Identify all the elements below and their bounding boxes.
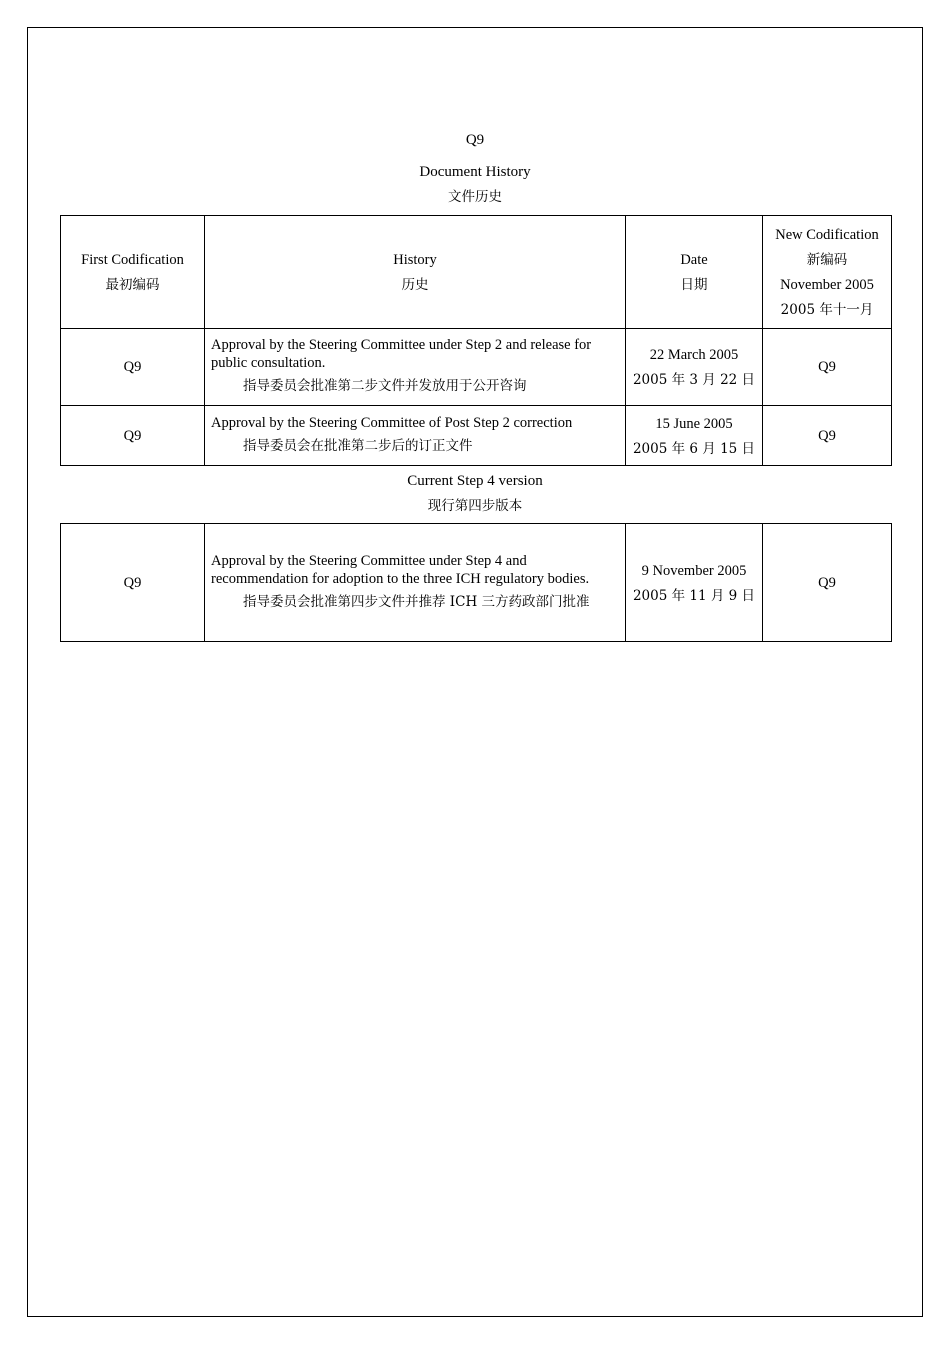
row-first-code: Q9 bbox=[61, 329, 205, 406]
row-new-code: Q9 bbox=[763, 406, 892, 466]
table-header-row bbox=[61, 216, 892, 329]
row-history: Approval by the Steering Committee under Step 4 and recommendation for adoption to the three ICH regulatory bodies. 指导委员会批准第四步文件并推荐 ICH 三方药政部门批准 bbox=[205, 524, 626, 642]
current-step-label-zh: 现行第四步版本 bbox=[427, 498, 523, 514]
document-history-title-zh: 文件历史 bbox=[448, 189, 502, 205]
header-history: History 历史 bbox=[205, 216, 626, 329]
document-history-title: Document History bbox=[419, 164, 531, 180]
table-row bbox=[61, 329, 892, 406]
document-code: Q9 bbox=[465, 132, 485, 148]
header-first-codification: First Codification 最初编码 bbox=[61, 216, 205, 329]
row-date: 9 November 2005 2005 年 11 月 9 日 bbox=[626, 524, 763, 642]
table-row bbox=[61, 524, 892, 642]
current-version-table bbox=[60, 523, 892, 642]
row-new-code: Q9 bbox=[763, 329, 892, 406]
row-date: 22 March 2005 2005 年 3 月 22 日 bbox=[626, 329, 763, 406]
row-history: Approval by the Steering Committee of Post Step 2 correction 指导委员会在批准第二步后的订正文件 bbox=[205, 406, 626, 466]
current-step-label: Current Step 4 version bbox=[407, 473, 543, 489]
row-date: 15 June 2005 2005 年 6 月 15 日 bbox=[626, 406, 763, 466]
row-first-code: Q9 bbox=[61, 406, 205, 466]
header-date: Date 日期 bbox=[626, 216, 763, 329]
history-table bbox=[60, 215, 892, 466]
header-new-codification: New Codification 新编码 November 2005 2005 年十一月 bbox=[763, 216, 892, 329]
row-first-code: Q9 bbox=[61, 524, 205, 642]
row-new-code: Q9 bbox=[763, 524, 892, 642]
row-history: Approval by the Steering Committee under Step 2 and release for public consultation. 指导委员会批准第二步文件并发放用于公开咨询 bbox=[205, 329, 626, 406]
table-row bbox=[61, 406, 892, 466]
